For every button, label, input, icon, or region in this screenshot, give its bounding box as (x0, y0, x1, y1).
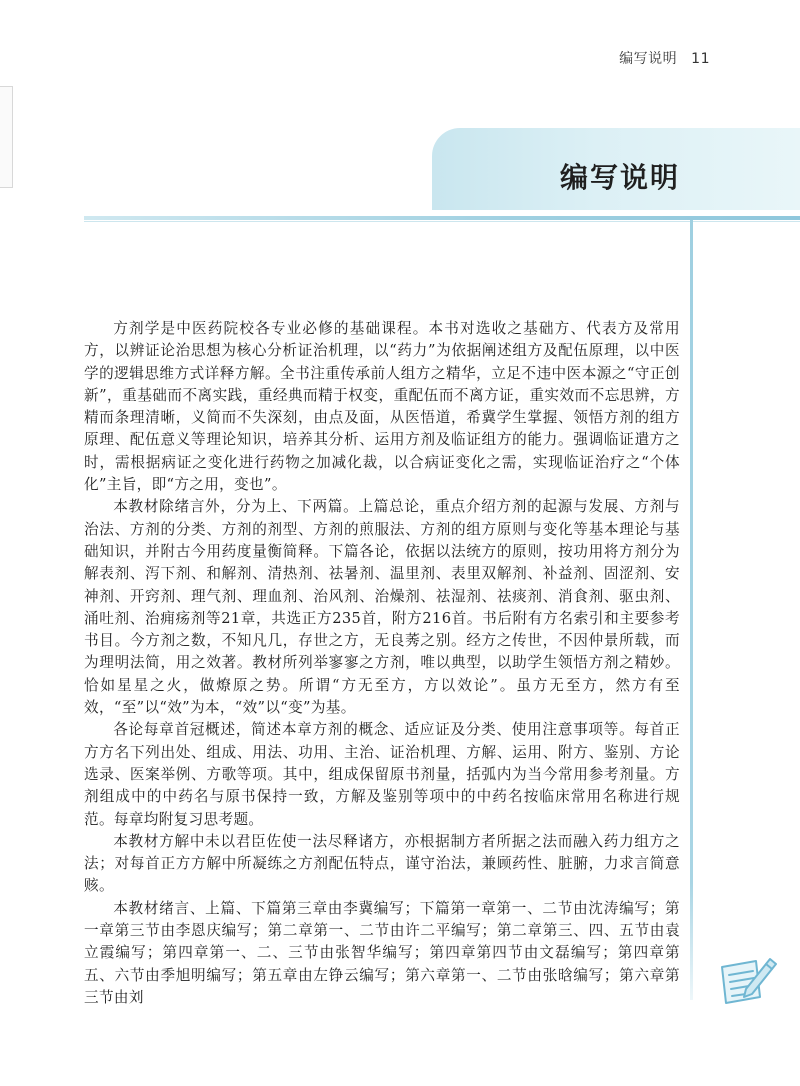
paragraph: 方剂学是中医药院校各专业必修的基础课程。本书对选收之基础方、代表方及常用方，以辨证论治思想为核心分析证治机理，以“药力”为依据阐述组方及配伍原理，以中医学的逻辑思维方式详释方解。全书注重传承前人组方之精华，立足不违中医本源之“守正创新”，重基础而不离实践，重经典而精于权变，重配伍而不离方证，重实效而不忘思辨，方精而条理清晰，义简而不失深刻，由点及面，从医悟道，希冀学生掌握、领悟方剂的组方原理、配伍意义等理论知识，培养其分析、运用方剂及临证组方的能力。强调临证遣方之时，需根据病证之变化进行药物之加减化裁，以合病证变化之需，实现临证治疗之“个体化”主旨，即“方之用，变也”。 (84, 320, 680, 494)
page-edge-tab (0, 86, 13, 188)
paragraph: 本教材绪言、上篇、下篇第三章由李冀编写；下篇第一章第一、二节由沈涛编写；第一章第三节由李恩庆编写；第二章第一、二节由许二平编写；第二章第三、四、五节由袁立霞编写；第四章第一、二、三节由张智华编写；第四章第四节由文磊编写；第四章第五、六节由季旭明编写；第五章由左铮云编写；第六章第一、二节由张晗编写；第六章第三节由刘 (84, 899, 680, 1006)
page-title: 编写说明 (559, 161, 680, 194)
paragraph: 各论每章首冠概述，简述本章方剂的概念、适应证及分类、使用注意事项等。每首正方方名下列出处、组成、用法、功用、主治、证治机理、方解、运用、附方、鉴别、方论选录、医案举例、方歌等项。其中，组成保留原书剂量，括弧内为当今常用参考剂量。方剂组成中的中药名与原书保持一致，方解及鉴别等项中的中药名按临床常用名称进行规范。每章均附复习思考题。 (84, 721, 680, 828)
notepad-pen-icon (716, 953, 780, 1005)
running-head (619, 48, 710, 68)
body-text (84, 318, 680, 1009)
margin-rule (690, 220, 693, 1000)
page-number: 11 (691, 51, 710, 67)
running-head-section: 编写说明 (619, 51, 678, 67)
paragraph: 本教材方解中未以君臣佐使一法尽释诸方，亦根据制方者所据之法而融入药力组方之法；对每首正方方解中所凝练之方剂配伍特点，谨守治法，兼顾药性、脏腑，力求言简意赅。 (84, 832, 680, 895)
paragraph: 本教材除绪言外，分为上、下两篇。上篇总论，重点介绍方剂的起源与发展、方剂与治法、方剂的分类、方剂的剂型、方剂的煎服法、方剂的组方原则与变化等基本理论与基础知识，并附古今用药度量衡简释。下篇各论，依据以法统方的原则，按功用将方剂分为解表剂、泻下剂、和解剂、清热剂、祛暑剂、温里剂、表里双解剂、补益剂、固涩剂、安神剂、开窍剂、理气剂、理血剂、治风剂、治燥剂、祛湿剂、祛痰剂、消食剂、驱虫剂、涌吐剂、治痈疡剂等21章，共选正方235首，附方216首。书后附有方名索引和主要参考书目。今方剂之数，不知凡几，存世之方，无良莠之别。经方之传世，不因仲景所载，而为理明法简，用之效著。教材所列举寥寥之方剂，唯以典型，以助学生领悟方剂之精妙。恰如星星之火，做燎原之势。所谓“方无至方，方以效论”。虽方无至方，然方有至效，“至”以“效”为本，“效”以“变”为基。 (84, 498, 680, 717)
